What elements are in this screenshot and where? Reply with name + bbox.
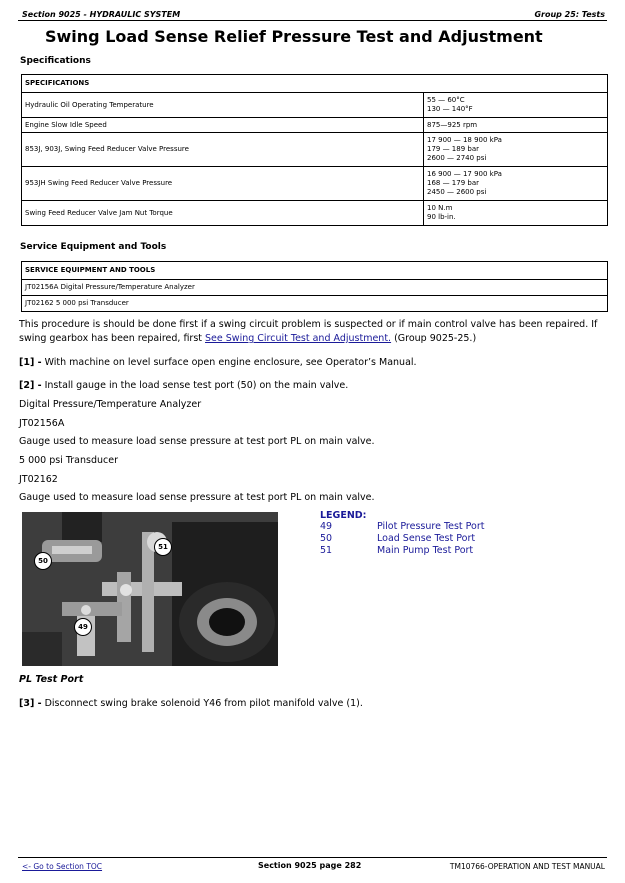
tools-heading: Service Equipment and Tools (20, 242, 167, 252)
callout-50: 50 (34, 552, 52, 570)
page-footer (18, 857, 607, 871)
spec-value: 875—925 rpm (424, 118, 608, 133)
step-3: [3] - Disconnect swing brake solenoid Y46 from pilot manifold valve (1). (19, 698, 363, 709)
spec-value: 10 N.m 90 lb-in. (424, 201, 608, 226)
tool-note: JT02162 (19, 474, 58, 485)
toc-link[interactable]: <- Go to Section TOC (22, 862, 103, 871)
tool-note: Gauge used to measure load sense pressure at test port PL on main valve. (19, 436, 375, 447)
legend-heading: LEGEND: (320, 510, 367, 521)
legend (320, 510, 485, 557)
intro-paragraph: This procedure is should be done first if a swing circuit problem is suspected or if main control valve has been repaired. If swing gearbox has been repaired, first See Swing Circuit Test and Adjustment. (Group 9025-25.) (19, 319, 598, 344)
specifications-heading: Specifications (20, 56, 91, 66)
group-label: Group 25: Tests (534, 10, 605, 19)
tool-note: JT02156A (19, 418, 65, 429)
spec-value: 55 — 60°C 130 — 140°F (424, 93, 608, 118)
page-title: Swing Load Sense Relief Pressure Test and Adjustment (45, 27, 543, 46)
test-port-photo (22, 512, 278, 666)
page-number: Section 9025 page 282 (258, 861, 362, 870)
spec-name: 853J, 903J, Swing Feed Reducer Valve Pressure (22, 133, 424, 167)
table-header: SERVICE EQUIPMENT AND TOOLS (22, 262, 608, 280)
step-2: [2] - Install gauge in the load sense test port (50) on the main valve. (19, 380, 349, 391)
tool-note: 5 000 psi Transducer (19, 455, 118, 466)
table-header: SPECIFICATIONS (22, 75, 608, 93)
legend-item: 51 Main Pump Test Port (320, 545, 474, 556)
callout-51: 51 (154, 538, 172, 556)
spec-name: Swing Feed Reducer Valve Jam Nut Torque (22, 201, 424, 226)
tool-note: Digital Pressure/Temperature Analyzer (19, 399, 202, 410)
page-header (18, 6, 607, 21)
spec-name: Hydraulic Oil Operating Temperature (22, 93, 424, 118)
spec-value: 17 900 — 18 900 kPa 179 — 189 bar 2600 — 2740 psi (424, 133, 608, 167)
tool-note: Gauge used to measure load sense pressure at test port PL on main valve. (19, 492, 375, 503)
tools-table (21, 261, 608, 312)
manual-title: TM10766-OPERATION AND TEST MANUAL (449, 862, 605, 871)
specifications-table (21, 74, 608, 226)
legend-item: 50 Load Sense Test Port (320, 533, 476, 544)
figure-caption: PL Test Port (19, 674, 84, 685)
tool-row: JT02162 5 000 psi Transducer (22, 296, 608, 312)
legend-item: 49 Pilot Pressure Test Port (320, 521, 485, 532)
tool-row: JT02156A Digital Pressure/Temperature Analyzer (22, 280, 608, 296)
section-label: Section 9025 - HYDRAULIC SYSTEM (22, 10, 181, 19)
callout-49: 49 (74, 618, 92, 636)
spec-value: 16 900 — 17 900 kPa 168 — 179 bar 2450 — 2600 psi (424, 167, 608, 201)
spec-name: Engine Slow Idle Speed (22, 118, 424, 133)
swing-circuit-link[interactable]: See Swing Circuit Test and Adjustment. (205, 333, 392, 344)
step-1: [1] - With machine on level surface open engine enclosure, see Operator’s Manual. (19, 357, 417, 368)
spec-name: 953JH Swing Feed Reducer Valve Pressure (22, 167, 424, 201)
